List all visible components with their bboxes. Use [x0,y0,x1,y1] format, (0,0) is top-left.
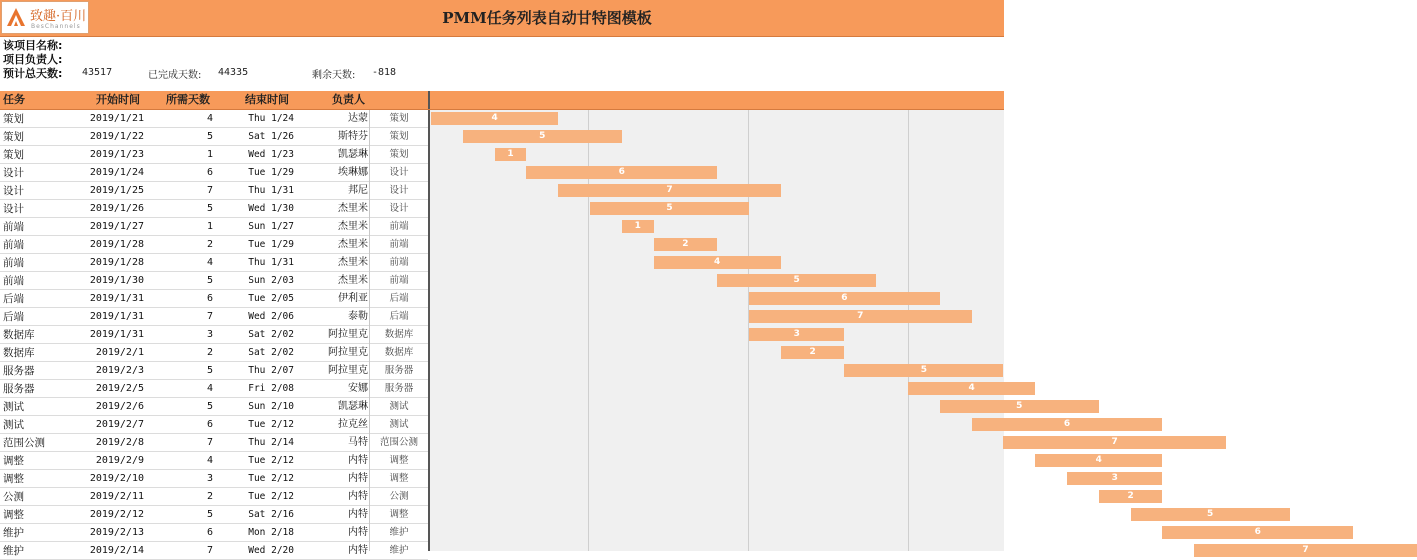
owner-cell[interactable]: 内特 [348,473,368,484]
end-date-cell[interactable]: Thu 2/14 [248,437,294,448]
start-date-cell[interactable]: 2019/1/23 [89,149,144,160]
gantt-bar[interactable]: 4 [1035,454,1162,467]
bar-label-cell[interactable]: 公测 [389,491,409,502]
duration-cell[interactable]: 2 [206,491,213,502]
gantt-bar[interactable]: 5 [940,400,1099,413]
start-date-cell[interactable]: 2019/2/1 [95,347,144,358]
owner-cell[interactable]: 阿拉里克 [328,329,368,340]
end-date-cell[interactable]: Thu 2/07 [248,365,294,376]
task-cell[interactable]: 服务器 [3,365,35,377]
task-cell[interactable]: 维护 [3,527,24,539]
duration-cell[interactable]: 2 [206,347,213,358]
bar-label-cell[interactable]: 数据库 [384,329,414,340]
gantt-bar[interactable]: 5 [1131,508,1290,521]
gantt-bar[interactable]: 6 [1162,526,1353,539]
table-row[interactable] [0,146,428,164]
owner-cell[interactable]: 达蒙 [348,113,368,124]
end-date-cell[interactable]: Thu 1/31 [248,257,294,268]
duration-cell[interactable]: 4 [206,455,213,466]
task-cell[interactable]: 前端 [3,257,24,269]
duration-cell[interactable]: 7 [206,545,213,556]
start-date-cell[interactable]: 2019/1/24 [89,167,144,178]
start-date-cell[interactable]: 2019/2/10 [89,473,144,484]
duration-cell[interactable]: 7 [206,185,213,196]
table-row[interactable] [0,416,428,434]
owner-cell[interactable]: 邦尼 [348,185,368,196]
duration-cell[interactable]: 6 [206,419,213,430]
start-date-cell[interactable]: 2019/2/11 [89,491,144,502]
duration-cell[interactable]: 3 [206,473,213,484]
start-date-cell[interactable]: 2019/1/26 [89,203,144,214]
bar-label-cell[interactable]: 前端 [389,221,409,232]
remaining-days-value: -818 [372,67,397,78]
task-cell[interactable]: 范围公测 [3,437,45,449]
table-row[interactable] [0,128,428,146]
start-date-cell[interactable]: 2019/2/6 [95,401,144,412]
owner-cell[interactable]: 凯瑟琳 [338,149,368,160]
start-date-cell[interactable]: 2019/2/13 [89,527,144,538]
end-date-cell[interactable]: Tue 2/12 [248,455,294,466]
gantt-bar[interactable]: 6 [526,166,717,179]
table-row[interactable] [0,362,428,380]
column-header-end[interactable]: 结束时间 [245,93,289,106]
task-cell[interactable]: 调整 [3,473,24,485]
duration-cell[interactable]: 6 [206,527,213,538]
bar-label-cell[interactable]: 服务器 [384,383,414,394]
owner-cell[interactable]: 内特 [348,455,368,466]
task-cell[interactable]: 调整 [3,509,24,521]
bar-label-cell[interactable]: 维护 [389,545,409,556]
start-date-cell[interactable]: 2019/2/12 [89,509,144,520]
task-cell[interactable]: 设计 [3,167,24,179]
duration-cell[interactable]: 5 [206,509,213,520]
owner-cell[interactable]: 杰里米 [338,221,368,232]
end-date-cell[interactable]: Tue 2/05 [248,293,294,304]
start-date-cell[interactable]: 2019/1/27 [89,221,144,232]
task-cell[interactable]: 数据库 [3,329,35,341]
task-cell[interactable]: 前端 [3,221,24,233]
gantt-bar[interactable]: 2 [654,238,718,251]
bar-label-cell[interactable]: 设计 [389,185,409,196]
done-days-label: 已完成天数: [148,70,202,81]
duration-cell[interactable]: 5 [206,203,213,214]
gantt-bar[interactable]: 2 [781,346,845,359]
end-date-cell[interactable]: Sat 2/16 [248,509,294,520]
table-row[interactable] [0,488,428,506]
chart-header-divider [428,91,430,109]
owner-cell[interactable]: 杰里米 [338,257,368,268]
table-row[interactable] [0,272,428,290]
owner-cell[interactable]: 拉克丝 [338,419,368,430]
end-date-cell[interactable]: Wed 1/30 [248,203,294,214]
bar-label-cell[interactable]: 策划 [389,149,409,160]
bar-label-cell[interactable]: 设计 [389,167,409,178]
bar-label-cell[interactable]: 前端 [389,275,409,286]
bar-label-cell[interactable]: 策划 [389,131,409,142]
gantt-bar[interactable]: 7 [1003,436,1226,449]
bar-label-cell[interactable]: 范围公测 [379,437,418,448]
table-row[interactable] [0,308,428,326]
task-cell[interactable]: 后端 [3,311,24,323]
task-cell[interactable]: 维护 [3,545,24,557]
start-date-cell[interactable]: 2019/1/28 [89,257,144,268]
bar-label-cell[interactable]: 测试 [389,401,409,412]
column-header-start[interactable]: 开始时间 [96,93,140,106]
end-date-cell[interactable]: Wed 2/20 [248,545,294,556]
owner-cell[interactable]: 杰里米 [338,275,368,286]
gantt-bar[interactable]: 6 [749,292,940,305]
end-date-cell[interactable]: Tue 2/12 [248,491,294,502]
gantt-bar[interactable]: 6 [972,418,1163,431]
title-bar [0,0,1004,37]
bar-label-cell[interactable]: 后端 [389,311,409,322]
task-cell[interactable]: 服务器 [3,383,35,395]
duration-cell[interactable]: 7 [206,437,213,448]
column-header-owner[interactable]: 负责人 [332,93,365,106]
start-date-cell[interactable]: 2019/2/14 [89,545,144,556]
owner-cell[interactable]: 安娜 [348,383,368,394]
table-row[interactable] [0,452,428,470]
owner-cell[interactable]: 阿拉里克 [328,365,368,376]
start-date-cell[interactable]: 2019/1/22 [89,131,144,142]
table-row[interactable] [0,434,428,452]
end-date-cell[interactable]: Sat 2/02 [248,347,294,358]
task-cell[interactable]: 设计 [3,185,24,197]
table-row[interactable] [0,470,428,488]
task-cell[interactable]: 后端 [3,293,24,305]
duration-cell[interactable]: 5 [206,401,213,412]
logo-subtext: BesChannels [31,23,81,30]
start-date-cell[interactable]: 2019/1/21 [89,113,144,124]
table-row[interactable] [0,182,428,200]
bar-label-cell[interactable]: 前端 [389,257,409,268]
end-date-cell[interactable]: Wed 1/23 [248,149,294,160]
table-row[interactable] [0,164,428,182]
table-row[interactable] [0,542,428,560]
owner-cell[interactable]: 凯瑟琳 [338,401,368,412]
task-cell[interactable]: 策划 [3,113,24,125]
end-date-cell[interactable]: Sun 2/03 [248,275,294,286]
end-date-cell[interactable]: Wed 2/06 [248,311,294,322]
duration-cell[interactable]: 2 [206,239,213,250]
table-row[interactable] [0,290,428,308]
project-owner-label: 项目负责人: [3,53,63,66]
start-date-cell[interactable]: 2019/2/7 [95,419,144,430]
owner-cell[interactable]: 阿拉里克 [328,347,368,358]
table-row[interactable] [0,344,428,362]
bar-label-cell[interactable]: 数据库 [384,347,414,358]
gantt-bar[interactable]: 7 [558,184,781,197]
start-date-cell[interactable]: 2019/2/3 [95,365,144,376]
start-date-cell[interactable]: 2019/1/31 [89,311,144,322]
end-date-cell[interactable]: Fri 2/08 [248,383,294,394]
table-row[interactable] [0,200,428,218]
duration-cell[interactable]: 5 [206,131,213,142]
start-date-cell[interactable]: 2019/2/8 [95,437,144,448]
duration-cell[interactable]: 1 [206,221,213,232]
bar-label-cell[interactable]: 测试 [389,419,409,430]
owner-cell[interactable]: 伊利亚 [338,293,368,304]
task-cell[interactable]: 策划 [3,131,24,143]
table-row[interactable] [0,506,428,524]
duration-cell[interactable]: 1 [206,149,213,160]
duration-cell[interactable]: 6 [206,293,213,304]
column-header-days[interactable]: 所需天数 [166,93,210,106]
total-days-value: 43517 [82,67,113,78]
page-title: PMM任务列表自动甘特图模板 [442,9,652,27]
logo-text: 致趣·百川 [30,9,87,24]
end-date-cell[interactable]: Thu 1/24 [248,113,294,124]
gantt-bar[interactable]: 1 [495,148,527,161]
bar-label-cell[interactable]: 调整 [389,473,409,484]
task-cell[interactable]: 测试 [3,419,24,431]
end-date-cell[interactable]: Tue 1/29 [248,167,294,178]
gantt-bar[interactable]: 5 [463,130,622,143]
task-cell[interactable]: 前端 [3,275,24,287]
bar-label-cell[interactable]: 设计 [389,203,409,214]
owner-cell[interactable]: 内特 [348,545,368,556]
task-cell[interactable]: 设计 [3,203,24,215]
owner-cell[interactable]: 泰勒 [348,311,368,322]
gantt-bar[interactable]: 5 [717,274,876,287]
duration-cell[interactable]: 5 [206,275,213,286]
gantt-bar[interactable]: 4 [908,382,1035,395]
task-cell[interactable]: 数据库 [3,347,35,359]
start-date-cell[interactable]: 2019/2/5 [95,383,144,394]
gantt-bar[interactable]: 3 [1067,472,1162,485]
start-date-cell[interactable]: 2019/1/30 [89,275,144,286]
column-header-row [0,91,1004,110]
gantt-bar[interactable]: 7 [749,310,972,323]
end-date-cell[interactable]: Tue 2/12 [248,473,294,484]
owner-cell[interactable]: 斯特芬 [338,131,368,142]
gantt-bar[interactable]: 2 [1099,490,1163,503]
gantt-bar[interactable]: 1 [622,220,654,233]
start-date-cell[interactable]: 2019/1/25 [89,185,144,196]
task-cell[interactable]: 前端 [3,239,24,251]
end-date-cell[interactable]: Tue 2/12 [248,419,294,430]
table-row[interactable] [0,254,428,272]
owner-cell[interactable]: 内特 [348,527,368,538]
table-row[interactable] [0,110,428,128]
chart-gridline [908,110,909,551]
bar-label-cell[interactable]: 策划 [389,113,409,124]
bar-label-cell[interactable]: 调整 [389,455,409,466]
owner-cell[interactable]: 内特 [348,509,368,520]
end-date-cell[interactable]: Sat 2/02 [248,329,294,340]
start-date-cell[interactable]: 2019/1/31 [89,293,144,304]
duration-cell[interactable]: 3 [206,329,213,340]
end-date-cell[interactable]: Tue 1/29 [248,239,294,250]
duration-cell[interactable]: 6 [206,167,213,178]
bar-label-cell[interactable]: 前端 [389,239,409,250]
end-date-cell[interactable]: Sun 1/27 [248,221,294,232]
duration-cell[interactable]: 4 [206,257,213,268]
bar-label-cell[interactable]: 服务器 [384,365,414,376]
duration-cell[interactable]: 4 [206,113,213,124]
gantt-bar[interactable]: 7 [1194,544,1417,557]
gantt-bar[interactable]: 4 [654,256,781,269]
gantt-bar[interactable]: 5 [590,202,749,215]
task-cell[interactable]: 测试 [3,401,24,413]
owner-cell[interactable]: 埃琳娜 [338,167,368,178]
table-row[interactable] [0,326,428,344]
end-date-cell[interactable]: Mon 2/18 [248,527,294,538]
start-date-cell[interactable]: 2019/1/31 [89,329,144,340]
table-row[interactable] [0,398,428,416]
total-days-label: 预计总天数: [3,67,63,80]
logo-mark-icon [5,6,27,28]
gantt-chart [428,110,1309,555]
bar-label-cell[interactable]: 维护 [389,527,409,538]
owner-cell[interactable]: 马特 [348,437,368,448]
table-row[interactable] [0,380,428,398]
gantt-bar[interactable]: 3 [749,328,844,341]
table-row[interactable] [0,236,428,254]
company-logo [1,1,89,34]
start-date-cell[interactable]: 2019/1/28 [89,239,144,250]
gantt-bar[interactable]: 5 [844,364,1003,377]
remaining-days-label: 剩余天数: [312,70,356,81]
gantt-bar[interactable]: 4 [431,112,558,125]
task-cell[interactable]: 调整 [3,455,24,467]
end-date-cell[interactable]: Thu 1/31 [248,185,294,196]
start-date-cell[interactable]: 2019/2/9 [95,455,144,466]
task-cell[interactable]: 策划 [3,149,24,161]
owner-cell[interactable]: 杰里米 [338,239,368,250]
label-column-divider [369,110,370,551]
project-name-label: 该项目名称: [3,39,63,52]
done-days-value: 44335 [218,67,249,78]
end-date-cell[interactable]: Sun 2/10 [248,401,294,412]
bar-label-cell[interactable]: 后端 [389,293,409,304]
owner-cell[interactable]: 内特 [348,491,368,502]
table-row[interactable] [0,524,428,542]
duration-cell[interactable]: 7 [206,311,213,322]
duration-cell[interactable]: 5 [206,365,213,376]
duration-cell[interactable]: 4 [206,383,213,394]
table-row[interactable] [0,218,428,236]
owner-cell[interactable]: 杰里米 [338,203,368,214]
bar-label-cell[interactable]: 调整 [389,509,409,520]
task-cell[interactable]: 公测 [3,491,24,503]
end-date-cell[interactable]: Sat 1/26 [248,131,294,142]
column-header-task[interactable]: 任务 [3,93,25,106]
